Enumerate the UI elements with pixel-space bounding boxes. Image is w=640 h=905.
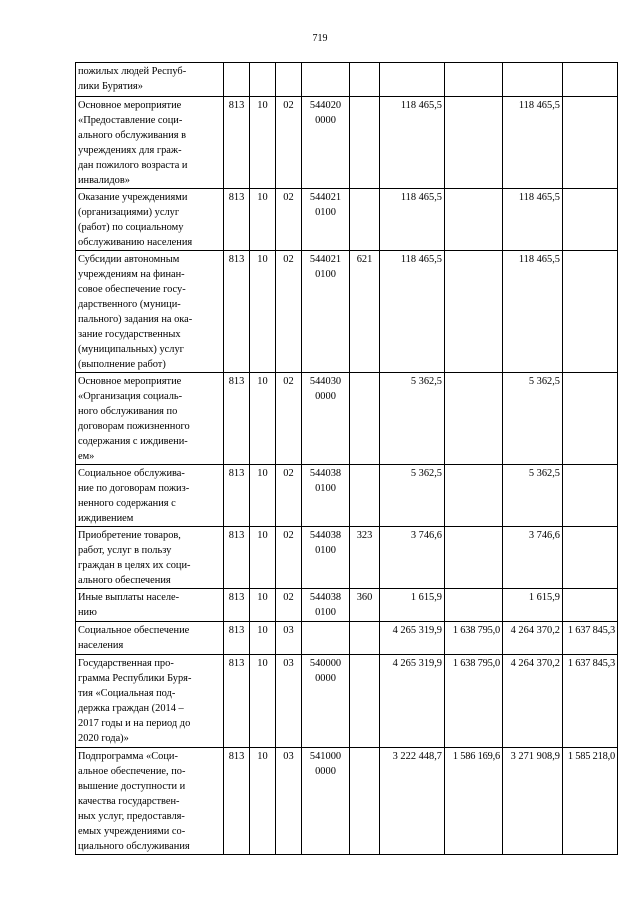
row-name-line: ненного содержания с (78, 498, 176, 509)
other-amount-cell: 1 637 845,3 (563, 655, 618, 748)
table-row (76, 63, 618, 97)
subsection-code-cell: 02 (276, 373, 302, 465)
section-code-cell (250, 63, 276, 97)
row-name-line: населения (78, 640, 124, 651)
federal-amount-cell (445, 189, 503, 251)
row-name-line: Основное мероприятие (78, 100, 182, 111)
row-name-line: инвалидов» (78, 175, 130, 186)
target-article-cell (302, 97, 350, 189)
row-name-cell (76, 465, 224, 527)
row-name-line: нию (78, 607, 97, 618)
subsection-code-cell: 02 (276, 189, 302, 251)
row-name-line: Субсидии автономным (78, 254, 180, 265)
target-article-line: 0000 (315, 115, 336, 126)
ministry-code-cell: 813 (224, 655, 250, 748)
target-article-line: 0000 (315, 673, 336, 684)
total-amount-cell: 4 265 319,9 (380, 622, 445, 655)
other-amount-cell (563, 465, 618, 527)
row-name-line: ных услуг, предоставля- (78, 811, 185, 822)
target-article-cell (302, 63, 350, 97)
expense-type-cell (350, 655, 380, 748)
row-name-cell (76, 189, 224, 251)
page-number: 719 (312, 33, 328, 44)
row-name-line: тия «Социальная под- (78, 688, 176, 699)
regional-amount-cell: 5 362,5 (503, 373, 563, 465)
target-article-line: 0100 (315, 483, 336, 494)
row-name-line: «Организация социаль- (78, 391, 183, 402)
table-row (76, 251, 618, 373)
section-code-cell: 10 (250, 748, 276, 855)
subsection-code-cell: 02 (276, 527, 302, 589)
target-article-cell (302, 622, 350, 655)
subsection-code-cell: 02 (276, 251, 302, 373)
subsection-code-cell: 03 (276, 655, 302, 748)
other-amount-cell (563, 373, 618, 465)
row-name-line: иждивением (78, 513, 134, 524)
expense-type-cell (350, 465, 380, 527)
subsection-code-cell: 03 (276, 622, 302, 655)
row-name-line: Социальное обеспечение (78, 625, 190, 636)
section-code-cell: 10 (250, 589, 276, 622)
row-name-line: дан пожилого возраста и (78, 160, 188, 171)
row-name-line: зание государственных (78, 329, 181, 340)
row-name-line: Основное мероприятие (78, 376, 182, 387)
subsection-code-cell: 02 (276, 589, 302, 622)
federal-amount-cell: 1 586 169,6 (445, 748, 503, 855)
target-article-cell (302, 251, 350, 373)
total-amount-cell: 5 362,5 (380, 465, 445, 527)
table-row (76, 97, 618, 189)
row-name-line: пожилых людей Респуб- (78, 66, 187, 77)
ministry-code-cell: 813 (224, 748, 250, 855)
total-amount-cell: 118 465,5 (380, 189, 445, 251)
ministry-code-cell: 813 (224, 97, 250, 189)
row-name-cell (76, 589, 224, 622)
regional-amount-cell: 118 465,5 (503, 97, 563, 189)
table-row (76, 655, 618, 748)
target-article-line: 544038 (309, 530, 342, 541)
row-name-line: Оказание учреждениями (78, 192, 188, 203)
federal-amount-cell (445, 373, 503, 465)
row-name-line: ем» (78, 451, 95, 462)
ministry-code-cell (224, 63, 250, 97)
total-amount-cell: 4 265 319,9 (380, 655, 445, 748)
row-name-line: граждан в целях их соци- (78, 560, 191, 571)
row-name-line: учреждениям на финан- (78, 269, 185, 280)
target-article-line: 544030 (309, 376, 342, 387)
target-article-line: 544021 (309, 254, 342, 265)
section-code-cell: 10 (250, 655, 276, 748)
target-article-cell (302, 189, 350, 251)
row-name-line: пального) задания на ока- (78, 314, 193, 325)
row-name-line: Подпрограмма «Соци- (78, 751, 178, 762)
total-amount-cell: 1 615,9 (380, 589, 445, 622)
row-name-line: «Предоставление соци- (78, 115, 183, 126)
expense-type-cell (350, 97, 380, 189)
row-name-line: работ, услуг в пользу (78, 545, 172, 556)
target-article-line: 544021 (309, 192, 342, 203)
table-row (76, 189, 618, 251)
subsection-code-cell (276, 63, 302, 97)
other-amount-cell (563, 97, 618, 189)
other-amount-cell (563, 251, 618, 373)
expense-type-cell (350, 189, 380, 251)
row-name-cell (76, 622, 224, 655)
total-amount-cell: 3 746,6 (380, 527, 445, 589)
federal-amount-cell: 1 638 795,0 (445, 622, 503, 655)
target-article-line: 0100 (315, 207, 336, 218)
row-name-line: качества государствен- (78, 796, 180, 807)
row-name-line: дарственного (муници- (78, 299, 181, 310)
expense-type-cell (350, 373, 380, 465)
ministry-code-cell: 813 (224, 622, 250, 655)
total-amount-cell: 118 465,5 (380, 251, 445, 373)
table-row (76, 373, 618, 465)
table-row (76, 622, 618, 655)
row-name-cell (76, 373, 224, 465)
row-name-line: ального обслуживания в (78, 130, 187, 141)
row-name-line: ного обслуживания по (78, 406, 178, 417)
ministry-code-cell: 813 (224, 251, 250, 373)
row-name-cell (76, 748, 224, 855)
federal-amount-cell: 1 638 795,0 (445, 655, 503, 748)
budget-table (75, 62, 618, 855)
target-article-cell (302, 373, 350, 465)
row-name-cell (76, 251, 224, 373)
federal-amount-cell (445, 465, 503, 527)
row-name-line: Социальное обслужива- (78, 468, 185, 479)
row-name-cell (76, 527, 224, 589)
target-article-line: 0000 (315, 391, 336, 402)
row-name-line: Иные выплаты населе- (78, 592, 180, 603)
total-amount-cell (380, 63, 445, 97)
target-article-cell (302, 748, 350, 855)
ministry-code-cell: 813 (224, 527, 250, 589)
target-article-line: 541000 (309, 751, 342, 762)
federal-amount-cell (445, 97, 503, 189)
regional-amount-cell: 4 264 370,2 (503, 622, 563, 655)
federal-amount-cell (445, 63, 503, 97)
expense-type-cell (350, 748, 380, 855)
row-name-line: емых учреждениями со- (78, 826, 186, 837)
section-code-cell: 10 (250, 465, 276, 527)
federal-amount-cell (445, 527, 503, 589)
row-name-cell (76, 63, 224, 97)
section-code-cell: 10 (250, 622, 276, 655)
table-body (76, 63, 618, 855)
row-name-line: 2017 годы и на период до (78, 718, 191, 729)
row-name-cell (76, 655, 224, 748)
expense-type-cell (350, 622, 380, 655)
federal-amount-cell (445, 251, 503, 373)
row-name-line: циального обслуживания (78, 841, 190, 852)
federal-amount-cell (445, 589, 503, 622)
row-name-line: (организациями) услуг (78, 207, 180, 218)
ministry-code-cell: 813 (224, 465, 250, 527)
row-name-line: Приобретение товаров, (78, 530, 181, 541)
row-name-line: (работ) по социальному (78, 222, 184, 233)
regional-amount-cell: 3 746,6 (503, 527, 563, 589)
section-code-cell: 10 (250, 373, 276, 465)
section-code-cell: 10 (250, 251, 276, 373)
target-article-line: 0100 (315, 607, 336, 618)
row-name-line: обслуживанию населения (78, 237, 193, 248)
row-name-line: учреждениях для граж- (78, 145, 182, 156)
ministry-code-cell: 813 (224, 589, 250, 622)
ministry-code-cell: 813 (224, 373, 250, 465)
subsection-code-cell: 02 (276, 465, 302, 527)
row-name-line: ние по договорам пожиз- (78, 483, 190, 494)
regional-amount-cell: 118 465,5 (503, 189, 563, 251)
section-code-cell: 10 (250, 97, 276, 189)
total-amount-cell: 3 222 448,7 (380, 748, 445, 855)
expense-type-cell: 621 (350, 251, 380, 373)
other-amount-cell (563, 589, 618, 622)
row-name-line: держка граждан (2014 – (78, 703, 184, 714)
other-amount-cell (563, 189, 618, 251)
expense-type-cell (350, 63, 380, 97)
row-name-line: вышение доступности и (78, 781, 186, 792)
section-code-cell: 10 (250, 189, 276, 251)
row-name-line: (выполнение работ) (78, 359, 166, 370)
target-article-line: 544038 (309, 592, 342, 603)
row-name-line: грамма Республики Буря- (78, 673, 192, 684)
target-article-cell (302, 655, 350, 748)
row-name-line: совое обеспечение госу- (78, 284, 186, 295)
regional-amount-cell: 118 465,5 (503, 251, 563, 373)
table-row (76, 465, 618, 527)
row-name-cell (76, 97, 224, 189)
target-article-cell (302, 465, 350, 527)
regional-amount-cell: 3 271 908,9 (503, 748, 563, 855)
regional-amount-cell: 1 615,9 (503, 589, 563, 622)
table-row (76, 748, 618, 855)
row-name-line: содержания с иждивени- (78, 436, 188, 447)
row-name-line: 2020 года)» (78, 733, 129, 744)
row-name-line: ального обеспечения (78, 575, 171, 586)
row-name-line: лики Бурятия» (78, 81, 143, 92)
regional-amount-cell: 5 362,5 (503, 465, 563, 527)
row-name-line: (муниципальных) услуг (78, 344, 184, 355)
total-amount-cell: 5 362,5 (380, 373, 445, 465)
ministry-code-cell: 813 (224, 189, 250, 251)
regional-amount-cell: 4 264 370,2 (503, 655, 563, 748)
regional-amount-cell (503, 63, 563, 97)
target-article-line: 544038 (309, 468, 342, 479)
row-name-line: Государственная про- (78, 658, 174, 669)
other-amount-cell: 1 637 845,3 (563, 622, 618, 655)
other-amount-cell (563, 63, 618, 97)
target-article-line: 544020 (309, 100, 342, 111)
target-article-line: 540000 (309, 658, 342, 669)
other-amount-cell (563, 527, 618, 589)
target-article-line: 0100 (315, 545, 336, 556)
target-article-line: 0100 (315, 269, 336, 280)
table-row (76, 589, 618, 622)
expense-type-cell: 360 (350, 589, 380, 622)
target-article-line: 0000 (315, 766, 336, 777)
subsection-code-cell: 02 (276, 97, 302, 189)
row-name-line: альное обеспечение, по- (78, 766, 186, 777)
expense-type-cell: 323 (350, 527, 380, 589)
section-code-cell: 10 (250, 527, 276, 589)
row-name-line: договорам пожизненного (78, 421, 190, 432)
subsection-code-cell: 03 (276, 748, 302, 855)
other-amount-cell: 1 585 218,0 (563, 748, 618, 855)
table-row (76, 527, 618, 589)
target-article-cell (302, 527, 350, 589)
target-article-cell (302, 589, 350, 622)
total-amount-cell: 118 465,5 (380, 97, 445, 189)
